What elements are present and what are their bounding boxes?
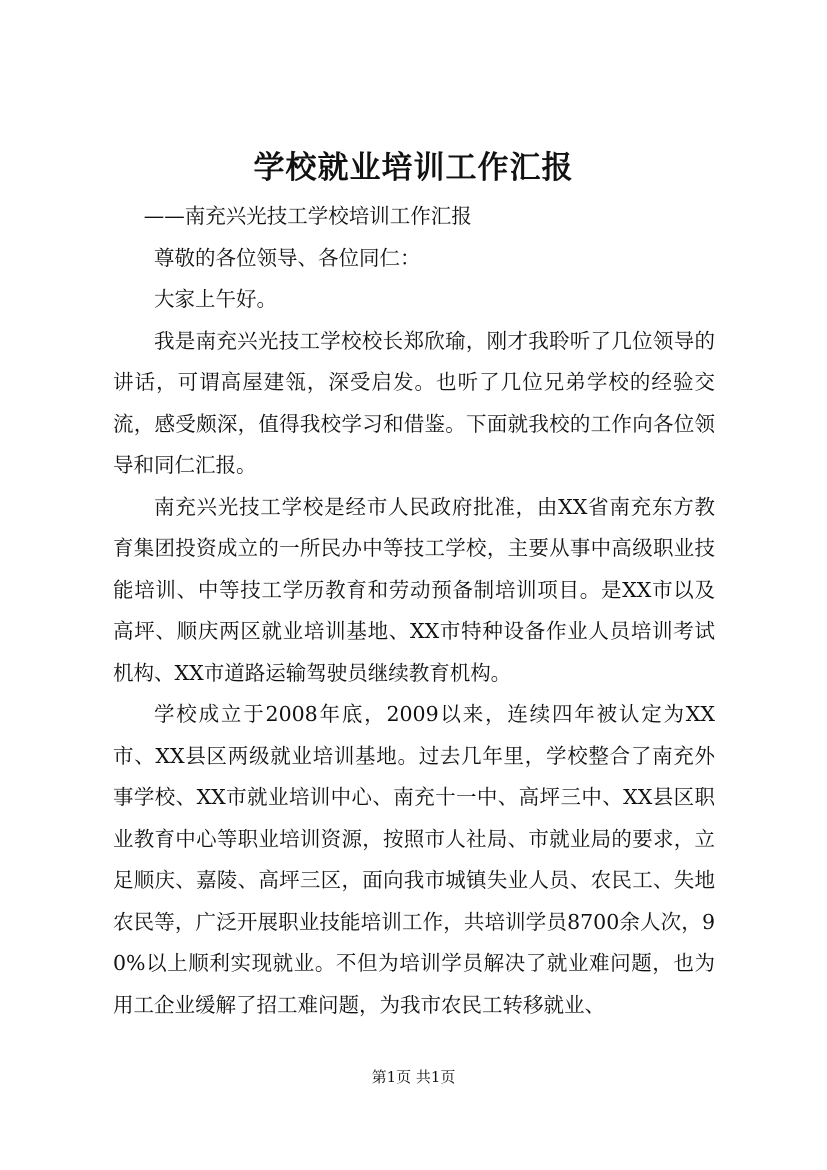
document-subtitle: ——南充兴光技工学校培训工作汇报 xyxy=(143,204,472,228)
document-body xyxy=(113,196,715,1026)
paragraph-training-results: 学校成立于2008年底，2009以来，连续四年被认定为XX市、XX县区两级就业培训基地。过去几年里，学校整合了南充外事学校、XX市就业培训中心、南充十一中、高坪三中、XX县区职业教育中心等职业培训资源，按照市人社局、市就业局的要求，立足顺庆、嘉陵、高坪三区，面向我市城镇失业人员、农民工、失地农民等，广泛开展职业技能培训工作，共培训学员8700余人次，90%以上顺利实现就业。不但为培训学员解决了就业难问题，也为用工企业缓解了招工难问题，为我市农民工转移就业、 xyxy=(113,702,715,1017)
paragraph-school-overview: 南充兴光技工学校是经市人民政府批准，由XX省南充东方教育集团投资成立的一所民办中等技工学校，主要从事中高级职业技能培训、中等技工学历教育和劳动预备制培训项目。是XX市以及高坪、顺庆两区就业培训基地、XX市特种设备作业人员培训考试机构、XX市道路运输驾驶员继续教育机构。 xyxy=(113,494,715,685)
document-title: 学校就业培训工作汇报 xyxy=(253,150,574,186)
greeting: 大家上午好。 xyxy=(154,287,277,311)
paragraph-intro: 我是南充兴光技工学校校长郑欣瑜，刚才我聆听了几位领导的讲话，可谓高屋建瓴，深受启发。也听了几位兄弟学校的经验交流，感受颇深，值得我校学习和借鉴。下面就我校的工作向各位领导和同仁汇报。 xyxy=(113,328,715,477)
salutation: 尊敬的各位领导、各位同仁： xyxy=(154,245,421,270)
page-footer: 第1页 共1页 xyxy=(371,1068,456,1086)
